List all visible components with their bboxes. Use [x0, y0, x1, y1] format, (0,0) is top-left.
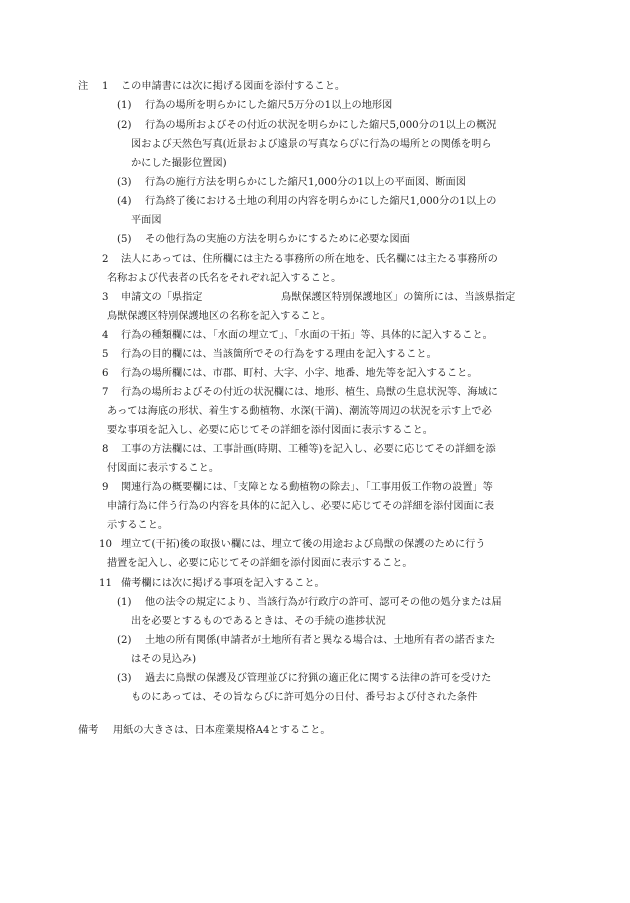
- sub-item-text: 行為の施行方法を明らかにした縮尺1,000分の1以上の平面図、断面図: [145, 177, 466, 188]
- sub-item-number: (3): [117, 177, 132, 188]
- note-text: 埋立て(干拓)後の取扱い欄には、埋立て後の用途および鳥獣の保護のために行う: [121, 539, 486, 550]
- note-text: 措置を記入し、必要に応じてその詳細を添付図面に表示すること。: [107, 558, 413, 569]
- sub-item-number: (3): [117, 673, 132, 684]
- sub-item-text: 行為の場所を明らかにした縮尺5万分の1以上の地形図: [145, 100, 393, 111]
- note-number: 3: [102, 292, 109, 303]
- note-number: 9: [102, 482, 109, 493]
- sub-item-text: 土地の所有関係(申請者が土地所有者と異なる場合は、土地所有者の諾否また: [145, 635, 496, 646]
- note-number: 2: [102, 254, 109, 265]
- sub-item-text: 他の法令の規定により、当該行為が行政庁の許可、認可その他の処分または届: [145, 597, 502, 608]
- note-text: 行為の種類欄には、「水面の埋立て」、「水面の干拓」等、具体的に記入すること。: [121, 330, 493, 341]
- note-text: 付図面に表示すること。: [107, 463, 220, 474]
- notes-heading: 注: [78, 81, 89, 92]
- note-number: 5: [102, 349, 109, 360]
- sub-item-text: 平面図: [131, 215, 162, 226]
- note-text: 申請行為に伴う行為の内容を具体的に記入し、必要に応じてその詳細を添付図面に表: [107, 501, 495, 512]
- note-number: 1: [102, 81, 109, 92]
- note-text: あっては海底の形状、着生する動植物、水深(干満)、潮流等周辺の状況を示す上で必: [107, 406, 492, 417]
- note-text: 法人にあっては、住所欄には主たる事務所の所在地を、氏名欄には主たる事務所の: [121, 254, 498, 265]
- sub-item-number: (2): [117, 120, 132, 131]
- note-text: 鳥獣保護区特別保護地区の名称を記入すること。: [107, 311, 332, 322]
- note-text: 備考欄には次に掲げる事項を記入すること。: [121, 578, 325, 589]
- note-text: 要な事項を記入し、必要に応じてその詳細を添付図面に表示すること。: [107, 425, 433, 436]
- remarks-text: 用紙の大きさは、日本産業規格A4とすること。: [113, 725, 331, 736]
- remarks-label: 備考: [78, 725, 99, 736]
- note-number: 10: [99, 539, 112, 550]
- note-text: 工事の方法欄には、工事計画(時期、工種等)を記入し、必要に応じてその詳細を添: [121, 444, 496, 455]
- note-number: 4: [102, 330, 109, 341]
- sub-item-number: (1): [117, 100, 132, 111]
- note-number: 7: [102, 387, 109, 398]
- sub-item-number: (2): [117, 635, 132, 646]
- sub-item-number: (5): [117, 234, 132, 245]
- sub-item-text: 行為終了後における土地の利用の内容を明らかにした縮尺1,000分の1以上の: [145, 196, 497, 207]
- note-text: 行為の場所およびその付近の状況欄には、地形、植生、鳥獣の生息状況等、海域に: [121, 387, 498, 398]
- note-text: 示すること。: [107, 520, 169, 531]
- note-text: 名称および代表者の氏名をそれぞれ記入すること。: [107, 273, 342, 284]
- sub-item-text: かにした撮影位置図): [131, 158, 227, 169]
- note-text: 関連行為の概要欄には、「支障となる動植物の除去」、「工事用仮工作物の設置」等: [121, 482, 493, 493]
- sub-item-number: (1): [117, 597, 132, 608]
- note-text: 行為の目的欄には、当該箇所でその行為をする理由を記入すること。: [121, 349, 437, 360]
- sub-item-number: (4): [117, 196, 132, 207]
- sub-item-text: 行為の場所およびその付近の状況を明らかにした縮尺5,000分の1以上の概況: [145, 120, 497, 131]
- note-text: 鳥獣保護区特別保護地区」の箇所には、当該県指定: [281, 292, 516, 303]
- note-text: 行為の場所欄には、市郡、町村、大字、小字、地番、地先等を記入すること。: [121, 368, 478, 379]
- sub-item-text: ものにあっては、その旨ならびに許可処分の日付、番号および付された条件: [131, 692, 478, 703]
- note-number: 8: [102, 444, 109, 455]
- note-number: 11: [99, 578, 112, 589]
- sub-item-text: 過去に鳥獣の保護及び管理並びに狩猟の適正化に関する法律の許可を受けた: [145, 673, 492, 684]
- sub-item-text: はその見込み): [131, 654, 197, 665]
- sub-item-text: 出を必要とするものであるときは、その手続の進捗状況: [131, 616, 386, 627]
- sub-item-text: 図および天然色写真(近景および遠景の写真ならびに行為の場所との関係を明ら: [131, 139, 492, 150]
- note-text: 申請文の「県指定: [121, 292, 203, 303]
- note-text: この申請書には次に掲げる図面を添付すること。: [121, 81, 346, 92]
- sub-item-text: その他行為の実施の方法を明らかにするために必要な図面: [145, 234, 410, 245]
- note-number: 6: [102, 368, 109, 379]
